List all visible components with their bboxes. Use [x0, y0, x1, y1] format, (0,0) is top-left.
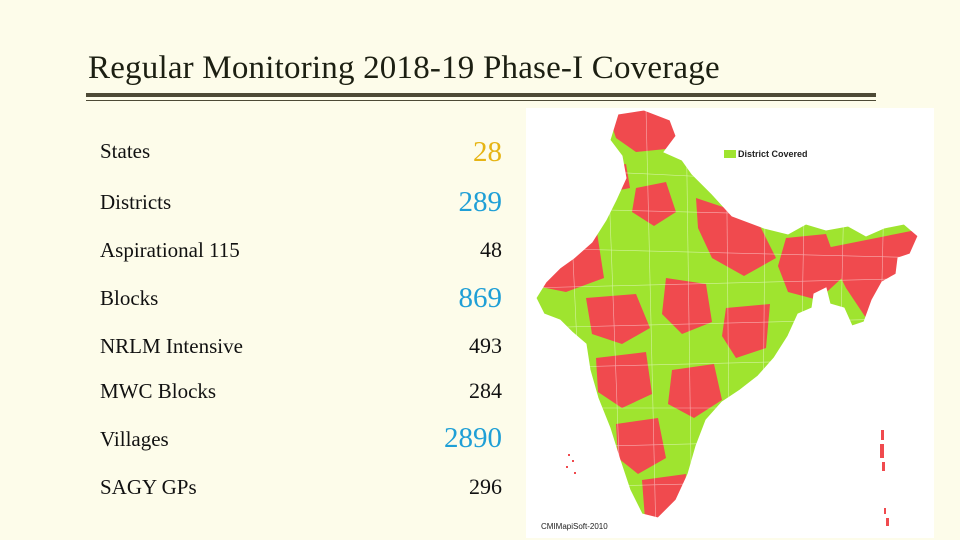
stat-value-villages: 2890 — [444, 422, 502, 454]
stat-value-districts: 289 — [458, 186, 502, 218]
stat-value-mwc-blocks: 284 — [469, 378, 502, 403]
stat-value-sagy-gps: 296 — [469, 474, 502, 499]
stat-label-sagy-gps: SAGY GPs — [100, 475, 197, 499]
stat-label-aspirational: Aspirational 115 — [100, 238, 240, 262]
stat-value-blocks: 869 — [458, 282, 502, 314]
andaman-islands — [880, 430, 889, 526]
region-far-south-red — [642, 474, 686, 532]
legend-label: District Covered — [738, 149, 808, 159]
legend-swatch-covered — [724, 150, 736, 158]
title-underline-thin — [86, 100, 876, 101]
title-underline-thick — [86, 93, 876, 97]
stat-value-nrlm-intensive: 493 — [469, 333, 502, 358]
stat-label-mwc-blocks: MWC Blocks — [100, 379, 217, 403]
lakshadweep-islands — [566, 454, 576, 474]
india-district-map — [526, 108, 934, 538]
stat-value-states: 28 — [473, 136, 502, 168]
coverage-map — [526, 108, 934, 538]
map-regions — [526, 108, 934, 538]
stat-label-blocks: Blocks — [100, 286, 159, 310]
stat-label-states: States — [100, 139, 151, 163]
region-west-red — [526, 226, 604, 292]
stat-label-nrlm-intensive: NRLM Intensive — [100, 334, 243, 358]
stat-value-aspirational: 48 — [480, 237, 502, 262]
slide-title: Regular Monitoring 2018-19 Phase-I Coverage — [88, 50, 720, 86]
stat-label-villages: Villages — [100, 427, 169, 451]
stat-label-districts: Districts — [100, 190, 172, 214]
map-credit: CMIMapiSoft-2010 — [541, 522, 608, 531]
